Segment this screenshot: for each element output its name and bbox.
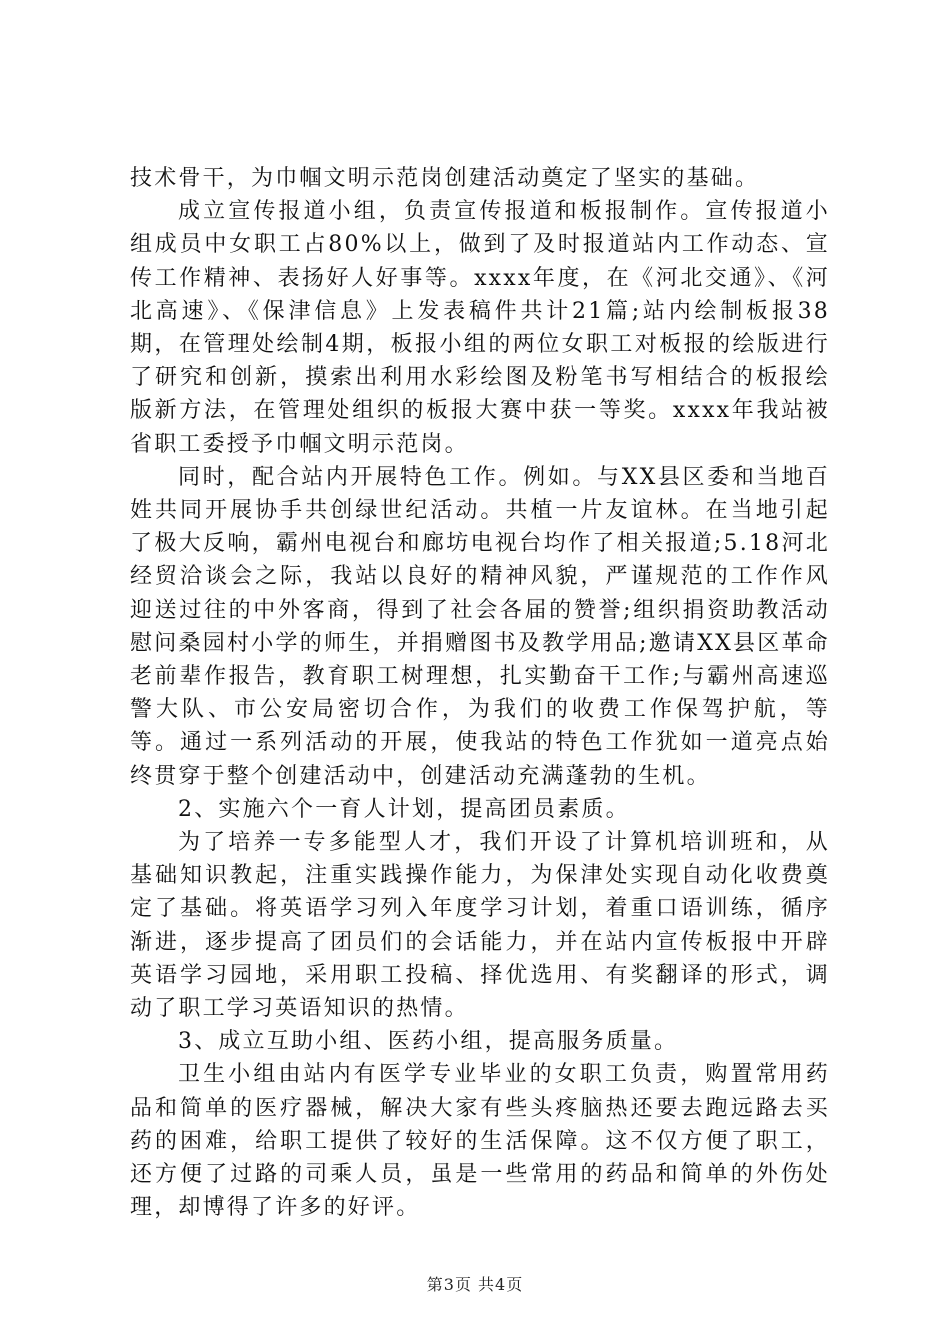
paragraph-continuation: 技术骨干，为巾帼文明示范岗创建活动奠定了坚实的基础。 (130, 166, 760, 191)
section-heading-2: 2、实施六个一育人计划，提高团员素质。 (178, 796, 630, 822)
paragraph-training: 为了培养一专多能型人才，我们开设了计算机培训班和，从基础知识教起，注重实践操作能力，为保津处实现自动化收费奠定了基础。将英语学习列入年度学习计划，着重口语训练，循序渐进，逐步提高了团员们的会话能力，并在站内宣传板报中开辟英语学习园地，采用职工投稿、择优选用、有奖翻译的形式，调动了职工学习英语知识的热情。 (130, 830, 830, 1022)
page-number-footer: 第3页 共4页 (426, 1275, 524, 1294)
section-heading-3: 3、成立互助小组、医药小组，提高服务质量。 (178, 1029, 679, 1055)
paragraph-special-work: 同时，配合站内开展特色工作。例如。与XX县区委和当地百姓共同开展协手共创绿世纪活动。共植一片友谊林。在当地引起了极大反响，霸州电视台和廊坊电视台均作了相关报道;5.18河北经贸洽谈会之际，我站以良好的精神风貌，严谨规范的工作作风迎送过往的中外客商，得到了社会各届的赞誉;组织捐资助教活动慰问桑园村小学的师生，并捐赠图书及教学用品;邀请XX县区革命老前辈作报告，教育职工树理想，扎实勤奋干工作;与霸州高速巡警大队、市公安局密切合作，为我们的收费工作保驾护航，等等。通过一系列活动的开展，使我站的特色工作犹如一道亮点始终贯穿于整个创建活动中，创建活动充满蓬勃的生机。 (130, 464, 830, 789)
paragraph-publicity-group: 成立宣传报道小组，负责宣传报道和板报制作。宣传报道小组成员中女职工占80%以上，做到了及时报道站内工作动态、宣传工作精神、表扬好人好事等。xxxx年度，在《河北交通》、《河北高速》、《保津信息》上发表稿件共计21篇;站内绘制板报38期，在管理处绘制4期，板报小组的两位女职工对板报的绘版进行了研究和创新，摸索出利用水彩绘图及粉笔书写相结合的板报绘版新方法，在管理处组织的板报大赛中获一等奖。xxxx年我站被省职工委授予巾帼文明示范岗。 (130, 199, 830, 457)
paragraph-health-group: 卫生小组由站内有医学专业毕业的女职工负责，购置常用药品和简单的医疗器械，解决大家有些头疼脑热还要去跑远路去买药的困难，给职工提供了较好的生活保障。这不仅方便了职工，还方便了过路的司乘人员，虽是一些常用的药品和简单的外伤处理，却博得了许多的好评。 (130, 1062, 830, 1221)
document-body (130, 162, 830, 1225)
